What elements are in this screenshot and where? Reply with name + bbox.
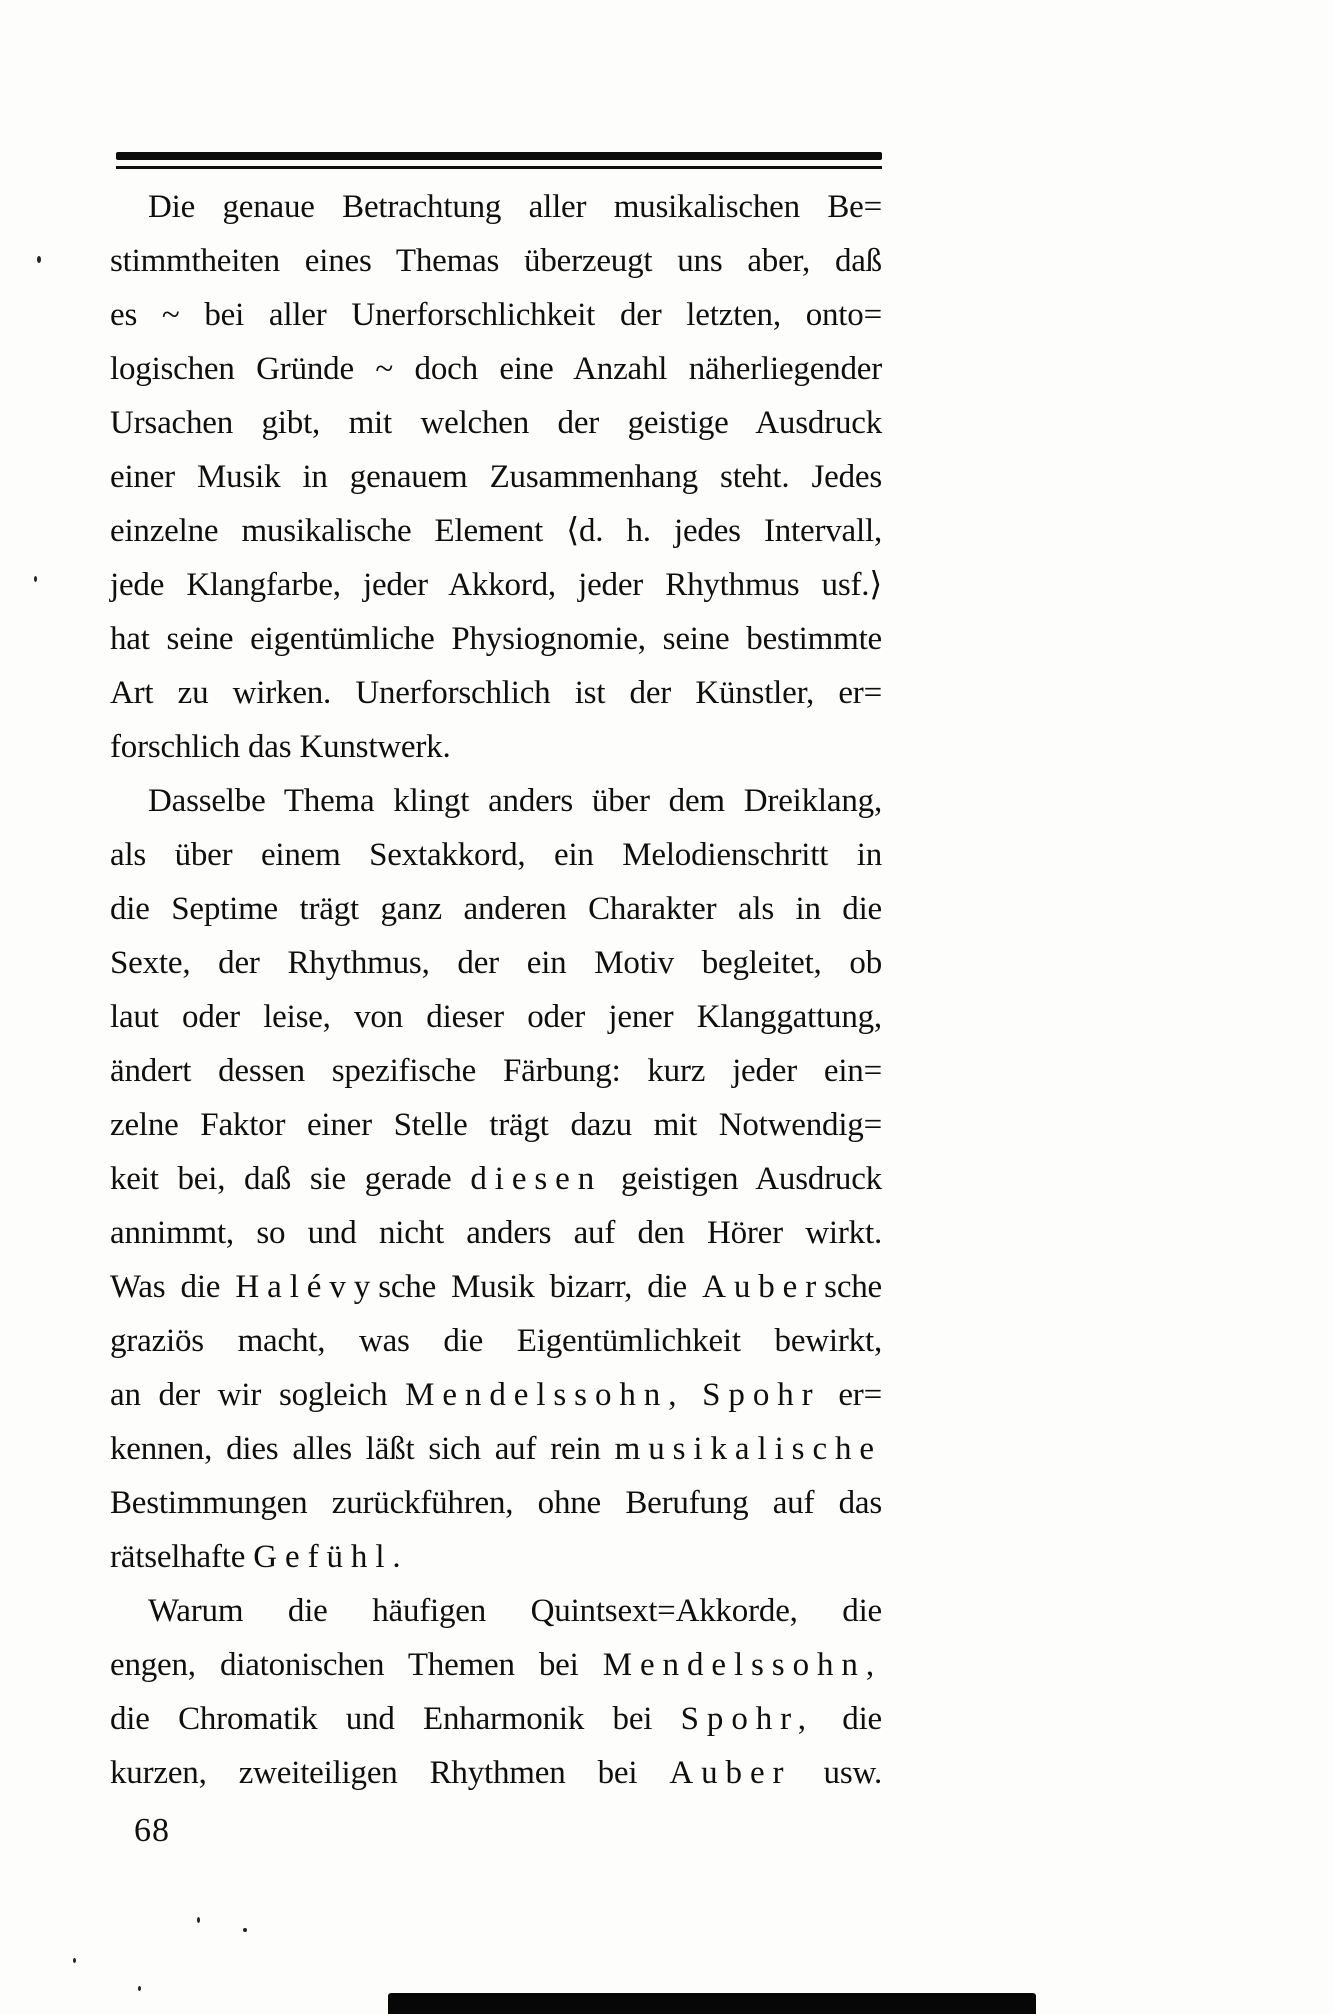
text-segment: keit bei, daß sie gerade [110,1161,471,1197]
text-line [110,1638,882,1692]
letterspaced-word: Auber [669,1755,792,1791]
text-segment: geistigen Ausdruck [602,1161,882,1197]
top-rule-thin [116,166,882,169]
text-line [110,1098,882,1152]
text-line [110,234,882,288]
text-line [110,342,882,396]
text-segment: Dasselbe Thema klingt anders über dem Dreiklang, [148,783,882,819]
text-line [110,1422,882,1476]
scan-speck [197,1917,200,1923]
text-line [110,1260,882,1314]
letterspaced-word: musikalische [614,1431,882,1467]
text-line [110,504,882,558]
letterspaced-word: Spohr [702,1377,821,1413]
text-line [110,558,882,612]
text-segment: Warum die häufigen Quintsext=Akkorde, die [148,1593,882,1629]
text-segment: engen, diatonischen Themen bei [110,1647,603,1683]
text-segment: Art zu wirken. Unerforschlich ist der Künstler, er= [110,675,882,711]
text-segment: einzelne musikalische Element ⟨d. h. jedes Intervall, [110,513,882,549]
letterspaced-word: Mendelssohn, [405,1377,685,1413]
text-line [110,774,882,828]
text-line [110,990,882,1044]
text-line [110,936,882,990]
text-segment: als über einem Sextakkord, ein Melodienschritt in [110,837,882,873]
text-segment: die [813,1701,882,1737]
text-segment: die Septime trägt ganz anderen Charakter als in die [110,891,882,927]
text-segment: Was die [110,1269,236,1305]
top-rule-thick [116,152,882,160]
text-line [110,450,882,504]
letterspaced-word: Auber [702,1269,825,1305]
letterspaced-word: diesen [470,1161,603,1197]
text-segment: sche Musik bizarr, die [378,1269,703,1305]
scan-speck [37,256,41,263]
text-segment: er= [820,1377,882,1413]
body-text [110,180,882,1800]
text-line [110,1314,882,1368]
text-segment: rätselhafte [110,1539,254,1575]
text-line [110,1584,882,1638]
text-segment: zelne Faktor einer Stelle trägt dazu mit Notwendig= [110,1107,882,1143]
text-segment: Bestimmungen zurückführen, ohne Berufung auf das [110,1485,882,1521]
text-segment: hat seine eigentümliche Physiognomie, seine bestimmte [110,621,882,657]
text-line [110,612,882,666]
text-segment: graziös macht, was die Eigentümlichkeit bewirkt, [110,1323,882,1359]
text-line [110,1206,882,1260]
text-segment [684,1377,702,1413]
page-number: 68 [134,1812,170,1849]
letterspaced-word: Spohr, [680,1701,814,1737]
text-line [110,720,882,774]
scan-speck [138,1986,141,1991]
text-line [110,1530,882,1584]
text-line [110,1152,882,1206]
text-line [110,288,882,342]
text-line [110,1476,882,1530]
letterspaced-word: Halévy [235,1269,379,1305]
text-line [110,1368,882,1422]
top-double-rule [116,152,882,169]
text-segment: jede Klangfarbe, jeder Akkord, jeder Rhythmus usf.⟩ [110,567,882,603]
scan-speck [73,1958,76,1963]
text-segment: laut oder leise, von dieser oder jener Klanggattung, [110,999,882,1035]
letterspaced-word: Gefühl. [253,1539,409,1575]
text-segment: an der wir sogleich [110,1377,406,1413]
text-line [110,180,882,234]
text-line [110,1746,882,1800]
scan-speck [243,1928,247,1932]
text-segment: einer Musik in genauem Zusammenhang steht. Jedes [110,459,882,495]
letterspaced-word: Mendelssohn, [602,1647,882,1683]
text-segment: annimmt, so und nicht anders auf den Hörer wirkt. [110,1215,882,1251]
text-segment: ändert dessen spezifische Färbung: kurz jeder ein= [110,1053,882,1089]
text-segment: sche [824,1269,883,1305]
text-segment: forschlich das Kunstwerk. [110,729,451,765]
scan-speck [34,576,37,582]
text-line [110,882,882,936]
text-line [110,828,882,882]
text-line [110,1692,882,1746]
text-segment: Sexte, der Rhythmus, der ein Motiv begleitet, ob [110,945,882,981]
scan-artifact-bar [388,1993,1036,2014]
text-segment: Ursachen gibt, mit welchen der geistige Ausdruck [110,405,882,441]
text-segment: stimmtheiten eines Themas überzeugt uns aber, daß [110,243,882,279]
text-segment: die Chromatik und Enharmonik bei [110,1701,681,1737]
text-segment: Die genaue Betrachtung aller musikalischen Be= [148,189,882,225]
text-segment: usw. [791,1755,882,1791]
text-segment: logischen Gründe ~ doch eine Anzahl näherliegender [110,351,882,387]
text-line [110,396,882,450]
text-line [110,666,882,720]
text-segment: kennen, dies alles läßt sich auf rein [110,1431,615,1467]
text-line [110,1044,882,1098]
text-segment: es ~ bei aller Unerforschlichkeit der letzten, onto= [110,297,882,333]
text-segment: kurzen, zweiteiligen Rhythmen bei [110,1755,670,1791]
